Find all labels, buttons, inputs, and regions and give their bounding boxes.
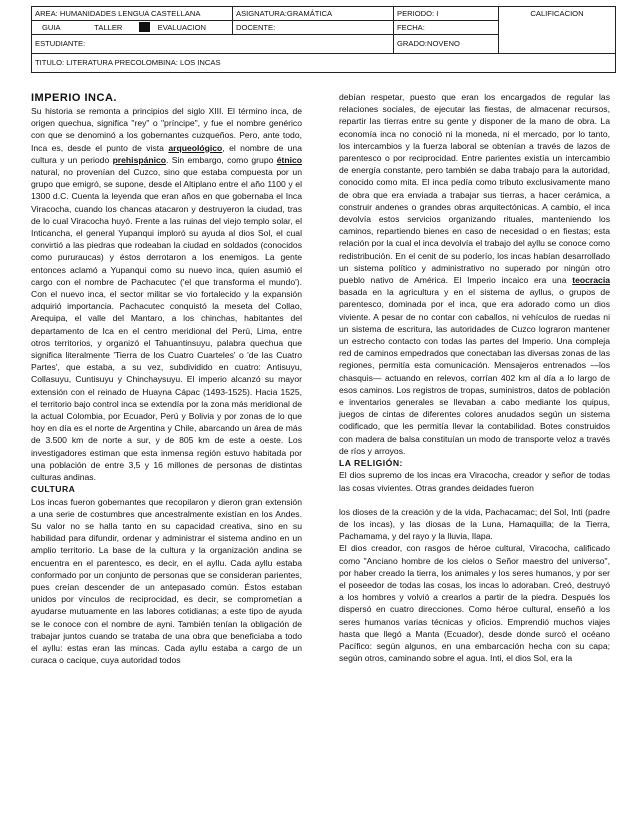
calificacion-cell: CALIFICACION [499,7,616,54]
paragraph-gap [339,494,610,506]
page-title: IMPERIO INCA. [31,92,117,104]
link-teocracia[interactable]: teocracia [572,275,610,286]
asignatura-cell: ASIGNATURA:GRAMÁTICA [233,7,394,21]
header-table [31,6,616,73]
periodo-cell: PERIODO: I [394,7,499,21]
grado-cell: GRADO:NOVENO [394,35,499,54]
paragraph-religion-2: los dioses de la creación y de la vida, Pachacamac; del Sol, Inti (padre de los incas), y las diosas de la Luna, Hamaquilla; de la Tierra, Pachamama, y del rayo y la lluvia, Ilapa. [339,506,610,542]
historia-text-2: , el nombre de una cultura y un periodo [31,142,302,165]
economia-text-1: debían respetar, puesto que eran los encargados de regular las relaciones sociales, de ejecutar las fiestas, de almacenar recursos, repartir las tierras entre su gente y disponer de la mano de obra. La economía inca no conoció ni la moneda, ni el mercado, por lo tanto, los intercambios y la fuerza laboral se obtenían a través de lazos de parentesco o por reciprocidad. Entre parientes existía un intercambio de energía constante, pero también se daba trabajo para la autoridad, conocido como mita. El inca pedía como tributo exclusivamente mano de obra que era enviada a trabajar sus tierras, a hacer cerámica, a construir andenes o grandes obras arquitectónicas. A cambio, el inca devolvía estos servicios organizando rituales, manteniendo los caminos, repartiendo bienes en caso de necesidad o en fiestas; esta relación por la cual el inca devolvía el trabajo del ayllu se conoce como redistribución. En el cenit de su poderío, los incas habían desarrollado un sistema político y administrativo no superado por ningún otro pueblo nativo de América. El Imperio incaico era una [339,92,610,286]
tipo-cell [32,21,233,35]
right-column [339,91,610,664]
paragraph-cultura: Los incas fueron gobernantes que recopilaron y dieron gran extensión a una serie de costumbres que ancestralmente existían en los Andes. Su valor no se halla tanto en su capacidad creativa, sino en su habilidad para difundir, ordenar y administrar el sistema andino en un amplio territorio. La base de la cultura y la organización andina se encuentra en el parentesco, es decir, en el ayllu. Cada ayllu estaba conformado por un conjunto de personas que se consideran parientes, pues creían descender de un antepasado común. Éstos estaban unidos por vínculos de reciprocidad, es decir, se comprometían a ayudarse mutuamente en las labores cotidianas; a este tipo de ayuda se le conoce con el nombre de ayni. También tenían la obligación de trabajar juntos cuando se trataba de una obra que beneficiaba a todo el ayllu: estas eran las mincas. Cada ayllu estaba a cargo de un curaca o cacique, cuya autoridad todos [31,496,302,666]
titulo-cell: TITULO: LITERATURA PRECOLOMBINA: LOS INCAS [32,54,616,73]
paragraph-economia [339,91,610,457]
docente-cell: DOCENTE: [233,21,394,35]
fecha-cell: FECHA: [394,21,499,35]
link-prehispanico[interactable]: prehispánico [112,154,167,165]
evaluacion-label: EVALUACION [157,23,207,32]
estudiante-cell: ESTUDIANTE: [32,35,394,54]
paragraph-historia [31,105,302,483]
paragraph-religion-1: El dios supremo de los incas era Viracocha, creador y señor de todas las cosas vivientes. Otras grandes deidades fueron [339,470,610,493]
area-cell: AREA: HUMANIDADES LENGUA CASTELLANA [32,7,233,21]
historia-text-4: natural, no provenían del Cuzco, sino que estaba compuesta por un grupo que emigró, se supone, desde el Altiplano entre el año 1100 y el 1300 d.C. Cuenta la leyenda que eran años en que gobernaba el Inca Viracocha, cuando los chancas atacaron y destruyeron la ciudad, tras de lo cual Viracocha huyó. Frente a las ruinas del viejo templo solar, el Inticancha, el general Yupanqui imploró su ayuda al dios Sol, el cual convirtió a las piedras que rodeaban la ciudad en soldados (conocidos como pururaucas) y éstos derrotaron a los enemigos. La gente entonces aclamó a Yupanqui como su nuevo inca, quien asumió el cargo con el nombre de Pachacutec ('el que transforma el mundo'). Con el nuevo inca, el sector militar se vio fortalecido y la expansión adquirió importancia. Pachacutec conquistó la meseta del Collao, Arequipa, el valle del Mantaro, a los chinchas, habitantes del departamento de Ica en el centro meridional del Perú, Lima, entre otros territorios, y organizó el Tahuantinsuyu, palabra quechua que significa literalmente 'Tierra de los Cuatro Cuarteles' o 'de las Cuatro Partes', que estaba, a su vez, subdividido en cuatro: Antisuyu, Collasuyu, Cuntisuyu y Chinchaysuyu. El imperio alcanzó su mayor extensión con el reinado de Huayna Cápac (1493-1525). Hacia 1525, el territorio bajo control inca se extendía por la zona más meridional de la actual Colombia, por Ecuador, Perú y Bolivia y por zonas de lo que hoy en día es el norte de Argentina y Chile, abarcando un área de más de 3.500 km de norte a sur, y de 805 km de este a oeste. Los investigadores estiman que esta inmensa región estuvo habitada por una población de entre 3,5 y 16 millones de personas de distintas culturas andinas. [31,167,302,483]
guia-label: GUIA [42,23,61,32]
religion-heading: LA RELIGIÓN: [339,458,403,469]
economia-text-2: basada en la agricultura y en el sistema de ayllus, o grupos de parentesco, dominada por el inca, que era adorado como un dios viviente. A pesar de no contar con caballos, ni vehículos de ruedas ni un sistema de escritura, las autoridades de Cuzco lograron mantener un estrecho contacto con todas las partes del Imperio. Una compleja red de caminos empedrados que conectaban las diversas zonas de las regiones, permitía esta comunicación. Mensajeros entrenados —los chasquis— actuando en relevos, corrían 402 km al día a lo largo de esos caminos. Los registros de tropas, suministros, datos de población e inventarios generales se llevaban a cabo mediante los quipus, juegos de cintas de diferentes colores anudados según un sistema codificado, que les permitía llevar la contabilidad. Botes construidos con madera de balsa constituían un modo de transporte veloz a través de ríos y arroyos. [339,287,610,456]
historia-text-1: Su historia se remonta a principios del siglo XIII. El término inca, de origen quechua, significa "rey" o "príncipe", y fue el nombre genérico con que se denominó a los gobernantes cuzqueños. Pero, ante todo, Inca es, desde el punto de vista [31,106,302,153]
historia-text-3: . Sin embargo, como grupo [166,154,274,165]
checkbox-filled-icon[interactable] [139,22,150,32]
left-column [31,91,302,666]
link-arqueologico[interactable]: arqueológico [168,142,223,153]
paragraph-religion-3: El dios creador, con rasgos de héroe cultural, Viracocha, calificado como "Anciano hombre de los cielos o Señor maestro del universo", por haber creado la tierra, los animales y los seres humanos, y por ser el poseedor de todas las cosas, los incas lo adoraban. Creó, destruyó a los hombres y volvió a crearlos a partir de la piedra. Después los dispersó en cuatro direcciones. Como héroe cultural, enseñó a los seres humanos varias técnicas y oficios. Emprendió muchos viajes hasta que llegó a Manta (Ecuador), desde donde surcó el océano Pacífico: según algunos, en una embarcación hecha con su capa; según otros, caminando sobre el agua. Inti, el dios Sol, era la [339,543,610,664]
link-etnico[interactable]: étnico [276,154,303,165]
taller-label: TALLER [94,23,123,32]
cultura-heading: CULTURA [31,484,76,495]
